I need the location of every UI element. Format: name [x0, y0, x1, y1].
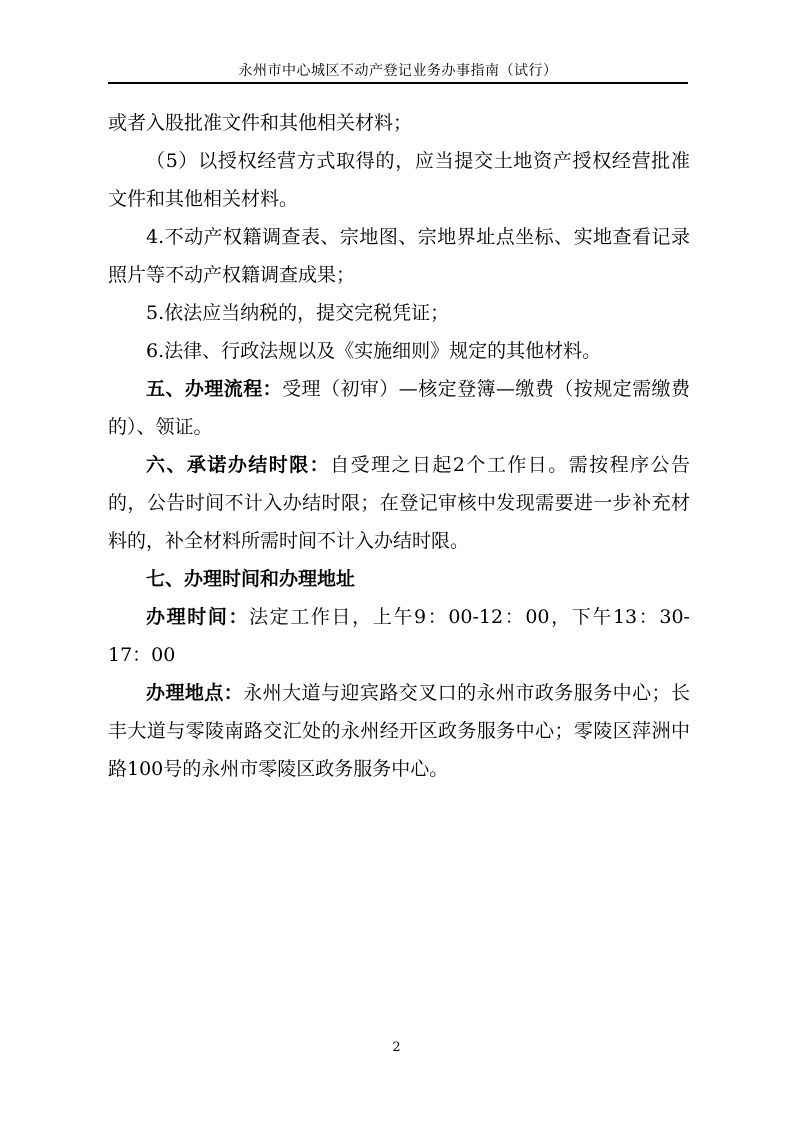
office-hours — [108, 598, 690, 674]
office-hours-label: 办理时间： — [146, 606, 250, 628]
office-address — [108, 674, 690, 788]
office-hours-text: 法定工作日，上午9：00-12：00，下午13：30-17：00 — [108, 606, 690, 666]
section-time-limit-text: 自受理之日起2个工作日。需按程序公告的，公告时间不计入办结时限；在登记审核中发现需要进一步补充材料的，补全材料所需时间不计入办结时限。 — [108, 454, 690, 552]
page-header: 永州市中心城区不动产登记业务办事指南（试行） — [238, 63, 558, 79]
section-time-limit-heading: 六、承诺办结时限： — [146, 454, 331, 476]
section-time-limit — [108, 446, 690, 560]
section-process — [108, 370, 690, 446]
section-process-heading: 五、办理流程： — [146, 378, 283, 400]
office-address-text: 永州大道与迎宾路交叉口的永州市政务服务中心；长丰大道与零陵南路交汇处的永州经开区政务服务中心；零陵区萍洲中路100号的永州市零陵区政务服务中心。 — [108, 682, 690, 780]
paragraph-item-4: 4.不动产权籍调查表、宗地图、宗地界址点坐标、实地查看记录照片等不动产权籍调查成果； — [108, 226, 690, 286]
section-process-text: 受理（初审）—核定登簿—缴费（按规定需缴费的）、领证。 — [108, 378, 690, 438]
paragraph-item-6: 6.法律、行政法规以及《实施细则》规定的其他材料。 — [146, 340, 602, 362]
section-hours-address-heading: 七、办理时间和办理地址 — [146, 568, 356, 590]
paragraph-continuation: 或者入股批准文件和其他相关材料； — [108, 112, 413, 134]
document-body — [108, 104, 690, 788]
page-number: 2 — [392, 1040, 401, 1055]
paragraph-item-5-tax: 5.依法应当纳税的，提交完税凭证； — [146, 302, 450, 324]
header-divider — [108, 82, 688, 84]
office-address-label: 办理地点： — [146, 682, 244, 704]
paragraph-item-5: （5）以授权经营方式取得的，应当提交土地资产授权经营批准文件和其他相关材料。 — [108, 150, 690, 210]
